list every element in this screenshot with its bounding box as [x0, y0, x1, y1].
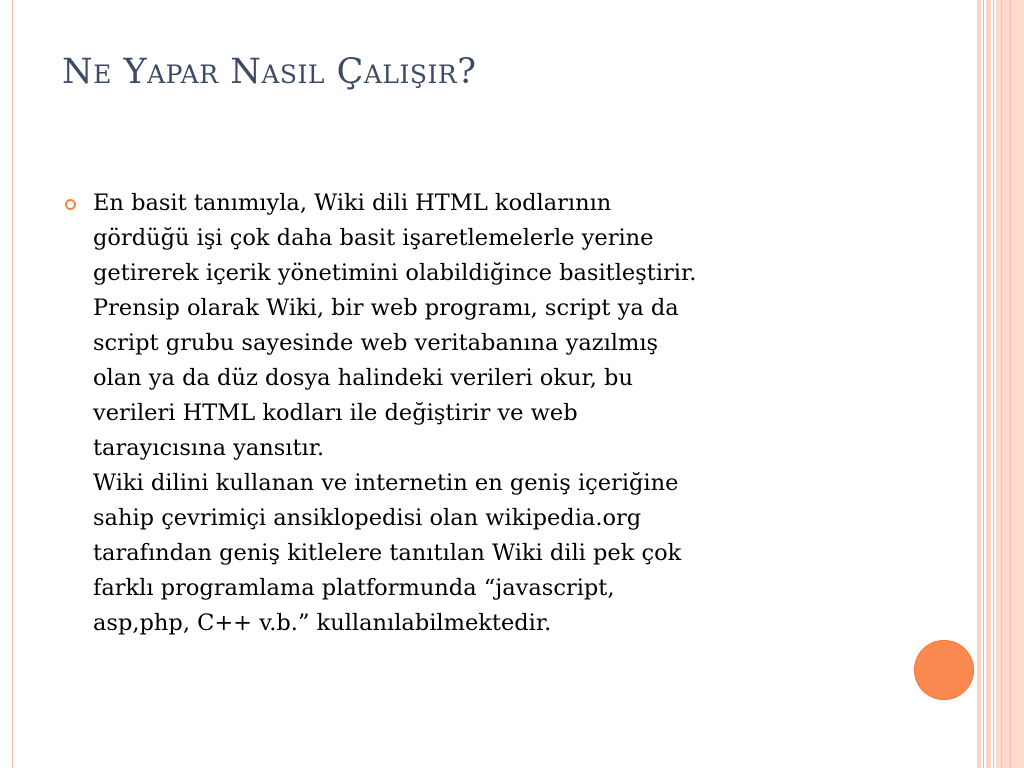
body-line: script grubu sayesinde web veritabanına yazılmış	[93, 330, 659, 356]
body-line: farklı programlama platformunda “javascript,	[93, 575, 615, 601]
slide-body	[62, 186, 902, 641]
stripe	[983, 0, 984, 768]
body-line: Prensip olarak Wiki, bir web programı, script ya da	[93, 295, 679, 321]
right-decorative-stripes	[977, 0, 1024, 768]
body-line: getirerek içerik yönetimini olabildiğince basitleştirir.	[93, 260, 697, 286]
stripe	[1001, 0, 1002, 768]
body-line: sahip çevrimiçi ansiklopedisi olan wikipedia.org	[93, 505, 642, 531]
left-frame-line	[12, 0, 13, 768]
slide-title: Ne Yapar Nasıl Çalışır?	[62, 52, 477, 92]
body-line: asp,php, C++ v.b.” kullanılabilmektedir.	[93, 610, 552, 636]
body-line: verileri HTML kodları ile değiştirir ve web	[93, 400, 578, 426]
body-line: En basit tanımıyla, Wiki dili HTML kodlarının	[93, 190, 612, 216]
bullet-icon	[65, 199, 76, 210]
body-line: tarafından geniş kitlelere tanıtılan Wiki dili pek çok	[93, 540, 682, 566]
stripe	[1010, 0, 1011, 768]
stripe	[986, 0, 991, 768]
body-paragraph	[93, 186, 902, 641]
stripe	[993, 0, 994, 768]
body-line: tarayıcısına yansıtır.	[93, 435, 325, 461]
orange-circle-ornament	[914, 640, 974, 700]
body-line: olan ya da düz dosya halindeki verileri okur, bu	[93, 365, 633, 391]
body-line: Wiki dilini kullanan ve internetin en geniş içeriğine	[93, 470, 679, 496]
body-line: gördüğü işi çok daha basit işaretlemelerle yerine	[93, 225, 654, 251]
stripe	[977, 0, 981, 768]
